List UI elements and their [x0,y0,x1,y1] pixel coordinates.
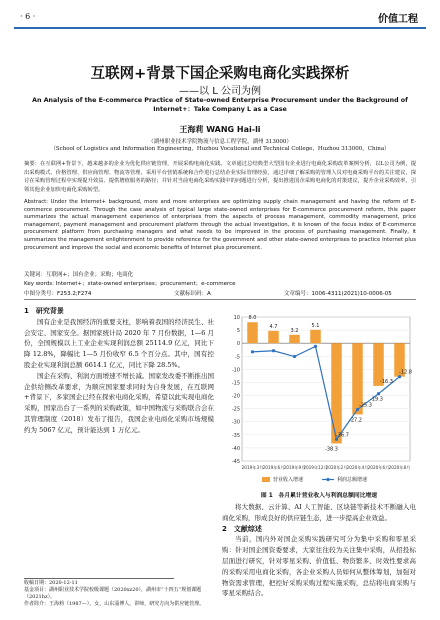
paragraph: 国企在采购、利润方面增速不增长减。国家发改委不断推出国企供给侧改革要求，为顺应国家要求同时为自身发展，在互联网+背景下，多家国企已经在探索电商化采购，希望以此实现电商化采购，国家出台了一系列的采购政策，如中国物流与采购联合会在其管理制度（2018）发布了报告，我国企业电商化采购市场规模约为 5067 亿元，预计能达到 1 万亿元。 [24,371,214,434]
author-affiliation-en: （School of Logistics and Information Engineering，Huzhou Vocational and Technical College，Huzhou 313000，China） [50,146,390,152]
footnote-bio: 作者简介：王海莉（1987—），女，山东淄博人，讲师，研究方向为供应链管理。 [24,601,205,607]
document-code: 文献标识码：A [174,291,211,297]
bar [289,335,300,343]
y-tick-label: -40 [231,445,240,452]
chart-caption: 图 1 各月累计营业收入与利润总额同比增速 [260,493,378,499]
x-tick-label: 2019年6月 [262,465,285,470]
y-tick-label: -10 [231,367,240,374]
journal-name: 价值工程 [378,14,418,25]
left-column [24,306,214,436]
bar [331,343,342,443]
y-tick-label: -45 [231,459,240,465]
x-tick-label: 2020年2月 [325,465,348,470]
right-column [222,502,416,599]
author-affiliation-cn: （湖州职业技术学院物流与信息工程学院，湖州 313000） [148,139,292,145]
section-heading-1: 1 研究背景 [24,307,64,315]
x-tick-label: 2019年3月 [241,465,264,470]
legend-label: 营业收入增速 [273,477,304,483]
y-tick-label: 10 [233,315,240,321]
x-tick-label: 2020年8月 [388,465,411,470]
line-point [293,355,296,358]
legend-marker [326,478,329,481]
y-tick-label: 5 [236,328,240,335]
data-label: 4.7 [269,323,278,330]
paragraph: 国有企业是我国经济的重要支柱，影响着我国的经济民生、社会安定、国家安全。据国家统计局 2020 年 7 月份数据，1—6 月份，全国规模以上工业企业实现利润总额 25114.9 亿元，同比下降 12.8%，降幅比 1—5 月份收窄 6.5 个百分点。其中，国有控股企业实现利润总额 6614.1 亿元，同比下降 28.5%。 [24,317,214,369]
abstract-en: Abstract: Under the Internet+ background, more and more enterprises are optimizing supply chain management and having the reform of E-commerce procurement. Through the case analysis of typical large state-owned enterprises for E-commerce procurement reform, this paper summarizes the actual management experience of enterprises from the aspects of process management, commodity management, price management, payment management and procurement platform through the actual investigation, it is known of the focus index of E-commerce procurement platform from purchasing managers and what needs to be improved in the process of purchasing management. Finally, it summarizes the management enlightenment to provide reference for the government and other state-owned enterprises to practice Internet plus procurement and improve the social and economic benefits of Internet plus procurement. [24,199,416,251]
data-label: -16.3 [380,378,393,385]
line-point [272,349,275,352]
y-tick-label: -20 [231,393,240,400]
line-point [314,345,317,348]
y-tick-label: -15 [231,380,240,387]
legend-label: 利润总额增速 [337,477,368,483]
article-id: 文章编号：1006-4311(2021)10-0006-05 [284,291,392,297]
article-title-en: An Analysis of the E-commerce Practice of State-owned Enterprise Procurement under the Background of Internet+：Take Company L as a Case [32,97,408,113]
bar [247,322,258,343]
data-label: -36.7 [336,432,349,439]
author-name: 王海莉 WANG Hai-li [179,125,261,134]
data-label: 3.2 [290,327,299,334]
section-divider [24,299,416,300]
y-tick-label: -30 [231,419,240,426]
bar [310,330,321,343]
x-tick-label: 2019年9月 [283,465,306,470]
data-label: -19.3 [370,396,383,403]
y-tick-label: -5 [235,354,240,361]
y-tick-label: -25 [231,406,240,413]
footnote-rule [24,578,174,579]
paragraph: 当前，国内外对国企采购实践研究可分为集中采购和零星采购：针对国企国资委要求，大家往往较为关注集中采购，从招投标层面进行研究，针对零星采购、价值低、物资繁多、时效性要求高的采购采用电商化采购，各企业采购人员如何从整体筹划，加强对物资需求管理，把控好采购采购过程实施采购，总结将电商采购与零星采购结合。 [222,535,416,598]
data-label: 5.1 [311,322,320,329]
article-title: 互联网+背景下国企采购电商化实践探析 [90,66,350,82]
section-heading-2: 2 文献综述 [222,524,262,533]
data-label: -25.3 [359,402,372,409]
clc-number: 中图分类号：F253.2;F274 [24,291,92,297]
legend-swatch-bar [262,477,270,482]
keywords-cn: 关键词：互联网+；国有企业；采购；电商化 [24,272,134,278]
keywords-en: Key words: Internet+；state-owned enterprises；procurement；e-commerce [24,281,236,287]
header-rule [14,27,426,29]
article-subtitle: ——以 L 公司为例 [179,86,261,97]
abstract-cn: 摘要：在互联网+背景下，越来越多的企业为优化供应链管理，开展采购电商化实践。文章通过总结典型大型国有企业进行电商化采购改革案例分析，以L公司为例，提出采购模式、价格管理、供应商管理、物流等管理，采用平台营销系统和合作进行总结企业实际管理经验，通过详细了解采购的管理人员对电商采购平台的关注建议，探讨在采购管理过程中实现提升效益、提供增值服务的路径；并针对当前电商化采购实践中的问题进行分析，提出推进国企采购电商化的对策建议，提升企业采购效率，引领其他企业加快电商化采购转型。 [24,161,416,193]
y-tick-label: 0 [236,341,240,348]
line-point [377,392,380,395]
bar [268,331,279,343]
x-tick-label: 2019年12月 [303,465,328,470]
x-tick-label: 2020年4月 [346,465,369,470]
data-label: -27.2 [349,417,362,424]
page-number: · 6 · [20,12,36,21]
chart-svg [222,309,416,501]
line-point [251,350,254,353]
data-label: -12.8 [399,369,412,376]
growth-chart [222,309,416,501]
data-label: 8.0 [248,315,257,322]
footnote-fund: 基金项目：湖州职业技术学院校级课题（2020xz20），湖州市“十四五”规划课题（2021hz）。 [24,587,202,600]
footnote-received: 收稿日期：2020-12-11 [24,580,78,586]
data-label: -38.3 [325,446,338,453]
paragraph: 将大数据、云计算、AI 人工智能、区块链等新技术不断融入电商化采购，形成良好的供应链生态，进一步提高企业效益。 [222,503,416,522]
x-tick-label: 2020年6月 [367,465,390,470]
y-tick-label: -35 [231,432,240,439]
